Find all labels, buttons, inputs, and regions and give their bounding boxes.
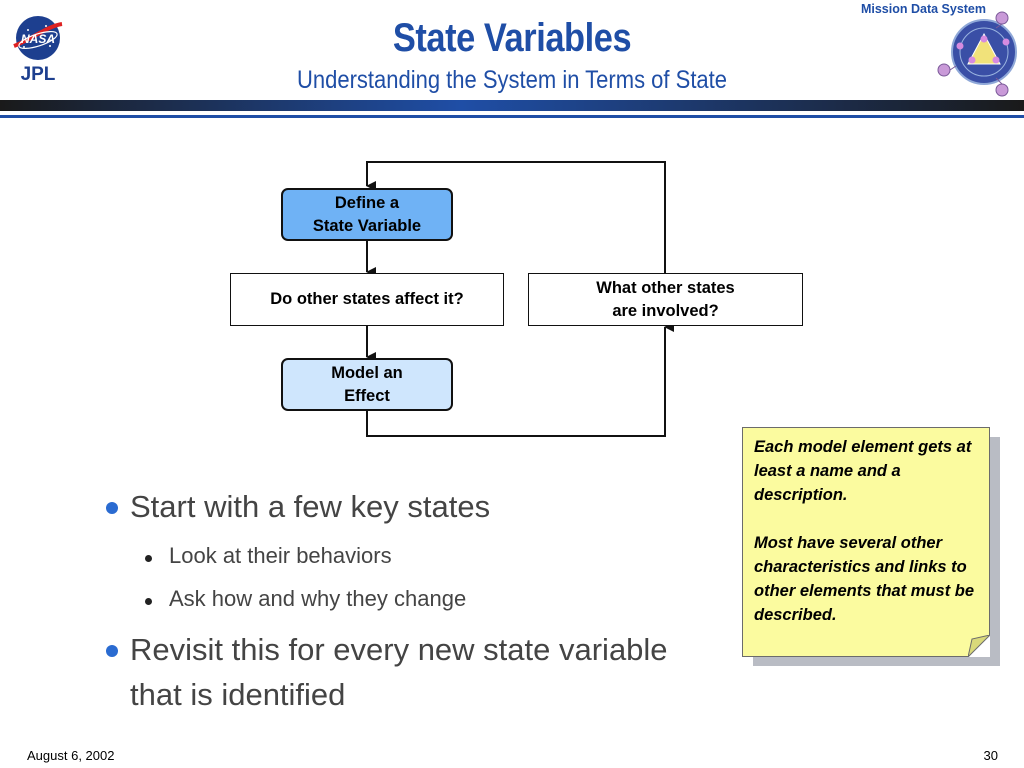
flow-node-define-state-variable: Define a State Variable: [281, 188, 453, 241]
nasa-jpl-logo: [12, 14, 64, 84]
header-rule: [0, 100, 1024, 111]
sub-bullet-how-why: Ask how and why they change: [169, 586, 467, 611]
slide-subtitle: Understanding the System in Terms of State: [296, 66, 728, 94]
header-rule-thin: [0, 115, 1024, 118]
note-page-curl-icon: [968, 635, 990, 657]
note-paragraph-1: Each model element gets at least a name and a description.: [754, 438, 972, 504]
svg-text:NASA: NASA: [20, 32, 56, 46]
flow-node-what-other-states: What other states are involved?: [528, 273, 803, 326]
bullet-dot: [106, 502, 118, 514]
mission-data-system-label: Mission Data System: [860, 2, 986, 16]
sub-bullet-dot: [145, 555, 152, 562]
bullet-dot: [106, 645, 118, 657]
footer-page-number: 30: [983, 748, 998, 763]
bullet-revisit-line1: Revisit this for every new state variable: [130, 632, 668, 667]
bullet-revisit-line2: that is identified: [130, 677, 346, 712]
flow-node-model-effect: Model an Effect: [281, 358, 453, 411]
sub-bullet-behaviors: Look at their behaviors: [169, 543, 392, 568]
sticky-note: [742, 427, 990, 657]
bullet-start-key-states: Start with a few key states: [130, 489, 491, 524]
slide-title: State Variables: [392, 16, 632, 60]
flow-node-other-states-affect: Do other states affect it?: [230, 273, 504, 326]
footer-date: August 6, 2002: [27, 748, 115, 763]
mds-diagram-logo: [930, 6, 1024, 98]
sub-bullet-dot: [145, 598, 152, 605]
jpl-logo-text: JPL: [20, 64, 56, 84]
note-paragraph-2: Most have several other characteristics and links to other elements that must be described.: [754, 534, 975, 624]
